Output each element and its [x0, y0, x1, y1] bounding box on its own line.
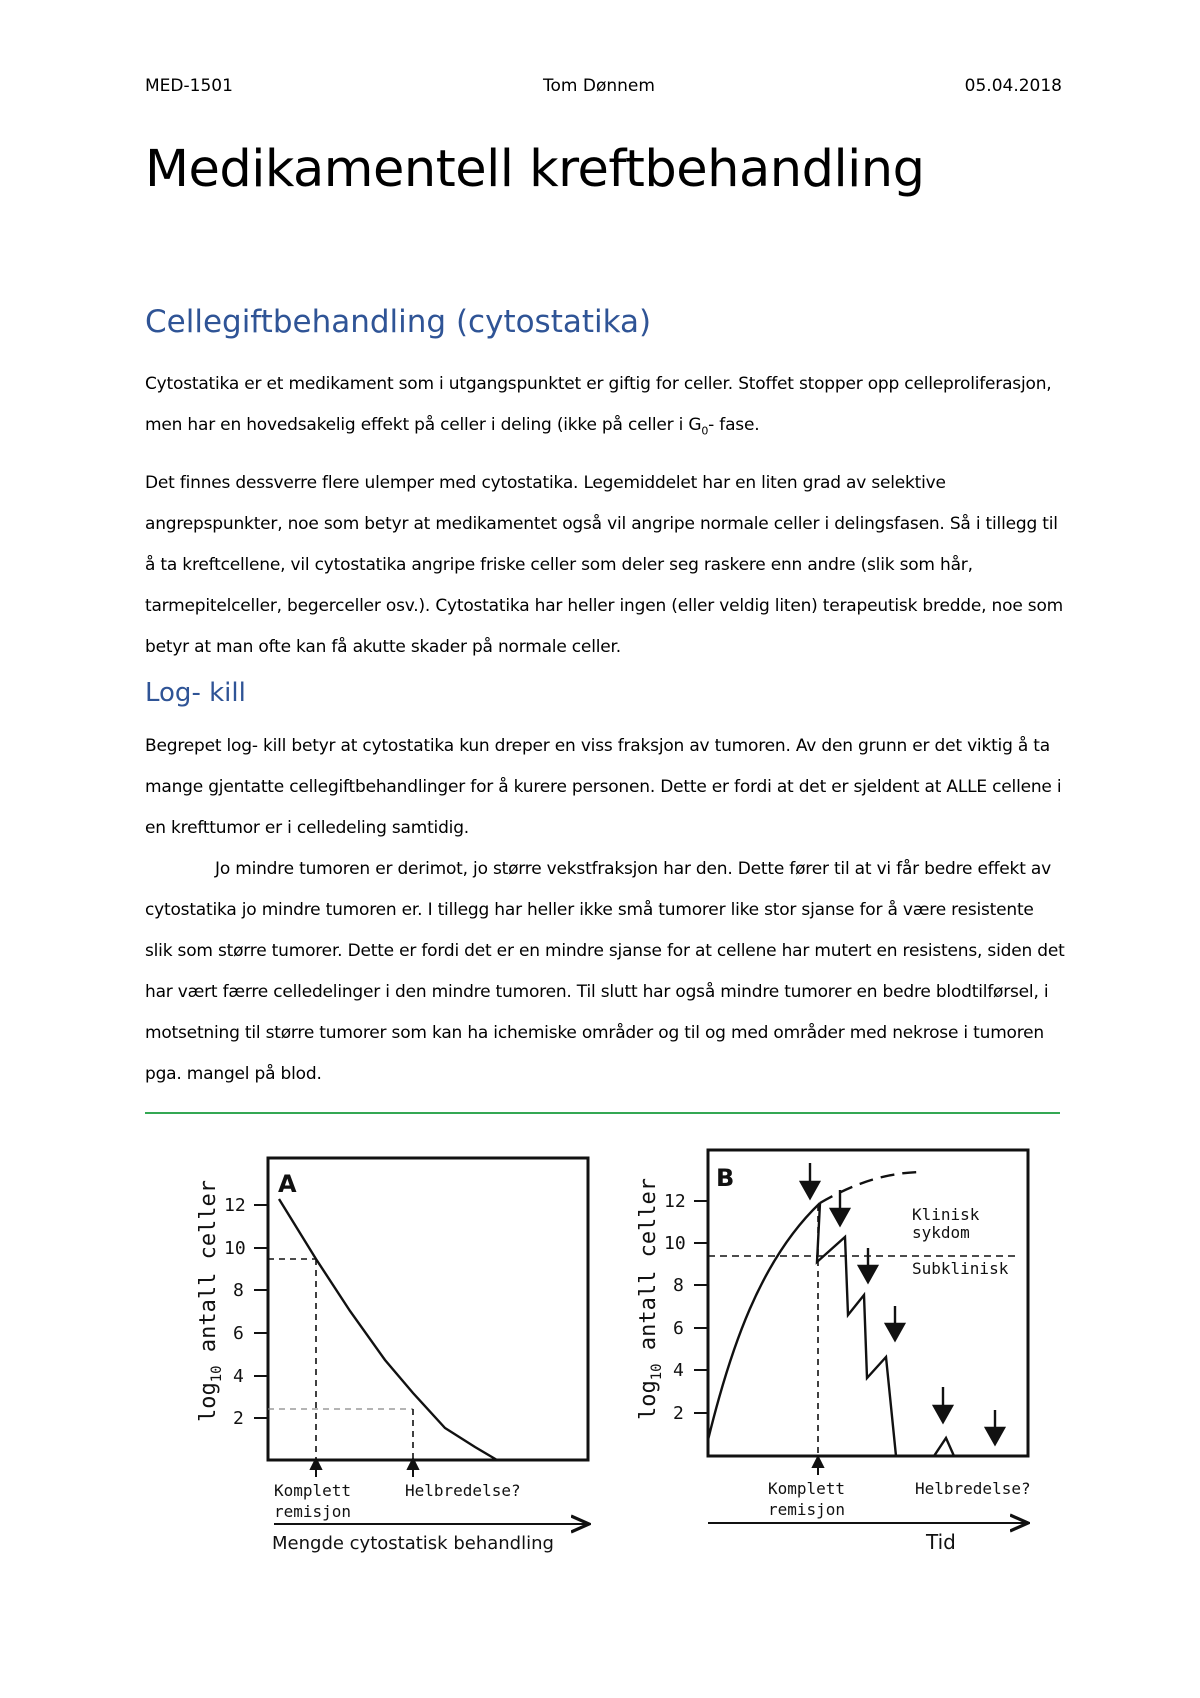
panel-b-ytick: 12: [664, 1191, 686, 1212]
panel-b-ytick: 4: [673, 1360, 684, 1381]
panel-a-label-helbredelse: Helbredelse?: [405, 1481, 521, 1500]
panel-b-remission-arrow: [813, 1457, 823, 1475]
panel-b-growth-curve: [708, 1203, 820, 1440]
panel-b-zone-clinical-2: sykdom: [912, 1223, 970, 1242]
header-course: MED-1501: [145, 76, 233, 96]
panel-a: [196, 1158, 588, 1554]
panel-b-xlabel: Tid: [926, 1530, 956, 1554]
panel-b-zone-subclinical: Subklinisk: [912, 1259, 1009, 1278]
panel-b-projected-curve: [820, 1172, 920, 1203]
panel-b-ytick: 8: [673, 1275, 684, 1296]
header-author: Tom Dønnem: [543, 76, 655, 96]
panel-b-frame: [708, 1150, 1028, 1456]
panel-a-guides: [268, 1259, 413, 1460]
paragraph-text: Jo mindre tumoren er derimot, jo større vekstfraksjon har den. Dette fører til at vi får bedre effekt av cytostatika jo mindre tumoren er. I tillegg har heller ikke små tumorer like stor sjanse for å være resistente slik som større tumorer. Dette er fordi det er en mindre sjanse for at cellene har mutert en resistens, siden det har vært færre celledelinger i den mindre tumoren. Til slutt har også mindre tumorer en bedre blodtilførsel, i motsetning til større tumorer som kan ha ichemiske områder og til og med områder med nekrose i tumoren pga. mangel på blod.: [145, 859, 1065, 1084]
panel-b-ytick: 10: [664, 1233, 686, 1254]
paragraph-text: Cytostatika er et medikament som i utgangspunktet er giftig for celler. Stoffet stopper opp celleproliferasjon, men har en hovedsakelig effekt på celler i deling (ikke på celler i G: [145, 374, 1052, 435]
panel-a-ytick: 8: [233, 1280, 244, 1301]
panel-a-ylabel: $\log_{10}$ antall celler: [196, 1179, 225, 1422]
panel-a-ytick: 10: [224, 1238, 246, 1259]
panel-a-xlabel: Mengde cytostatisk behandling: [272, 1533, 554, 1554]
paragraph-logkill-definition: Begrepet log- kill betyr at cytostatika kun dreper en viss fraksjon av tumoren. Av den grunn er det viktig å ta mange gjentatte cellegiftbehandlinger for å kurere personen. Dette er fordi at det er sjeldent at ALLE cellene i en krefttumor er i celledeling samtidig.: [145, 736, 1062, 838]
panel-b-ytick: 6: [673, 1318, 684, 1339]
panel-a-curve: [279, 1199, 497, 1460]
panel-a-label-remisjon: remisjon: [274, 1502, 352, 1521]
subscript-zero: 0: [701, 424, 709, 438]
panel-a-label-komplett: Komplett: [274, 1481, 352, 1500]
paragraph-ulemper: Det finnes dessverre flere ulemper med cytostatika. Legemiddelet har en liten grad av selektive angrepspunkter, noe som betyr at medikamentet også vil angripe normale celler i delingsfasen. Så i tillegg til å ta kreftcellene, vil cytostatika angripe friske celler som deler seg raskere enn andre (slik som hår, tarmepitelceller, begerceller osv.). Cytostatika har heller ingen (eller veldig liten) terapeutisk bredde, noe som betyr at man ofte kan få akutte skader på normale celler.: [145, 473, 1064, 657]
panel-a-ticks: [254, 1205, 268, 1418]
panel-b: [636, 1150, 1031, 1554]
panel-b-label-helbredelse: Helbredelse?: [915, 1479, 1031, 1498]
panel-a-arrows: [311, 1459, 418, 1477]
panel-a-ytick: 6: [233, 1323, 244, 1344]
panel-b-ytick: 2: [673, 1403, 684, 1424]
panel-b-ticks: [694, 1201, 708, 1413]
panel-a-ytick: 2: [233, 1408, 244, 1429]
panel-b-letter: B: [716, 1164, 735, 1192]
panel-a-ytick: 4: [233, 1366, 244, 1387]
section-heading-logkill: Log- kill: [145, 678, 246, 708]
panel-a-ytick: 12: [224, 1195, 246, 1216]
section-heading-cellegift: Cellegiftbehandling (cytostatika): [145, 304, 652, 340]
panel-b-ylabel: $\log_{10}$ antall celler: [636, 1177, 665, 1420]
panel-a-letter: A: [278, 1170, 297, 1198]
paragraph-text-end: - fase.: [708, 415, 760, 435]
header-date: 05.04.2018: [964, 76, 1062, 96]
document-title: Medikamentell kreftbehandling: [145, 140, 925, 199]
panel-b-zone-clinical-1: Klinisk: [912, 1205, 980, 1224]
panel-b-label-komplett: Komplett: [768, 1479, 846, 1498]
panel-b-label-remisjon: remisjon: [768, 1500, 846, 1519]
